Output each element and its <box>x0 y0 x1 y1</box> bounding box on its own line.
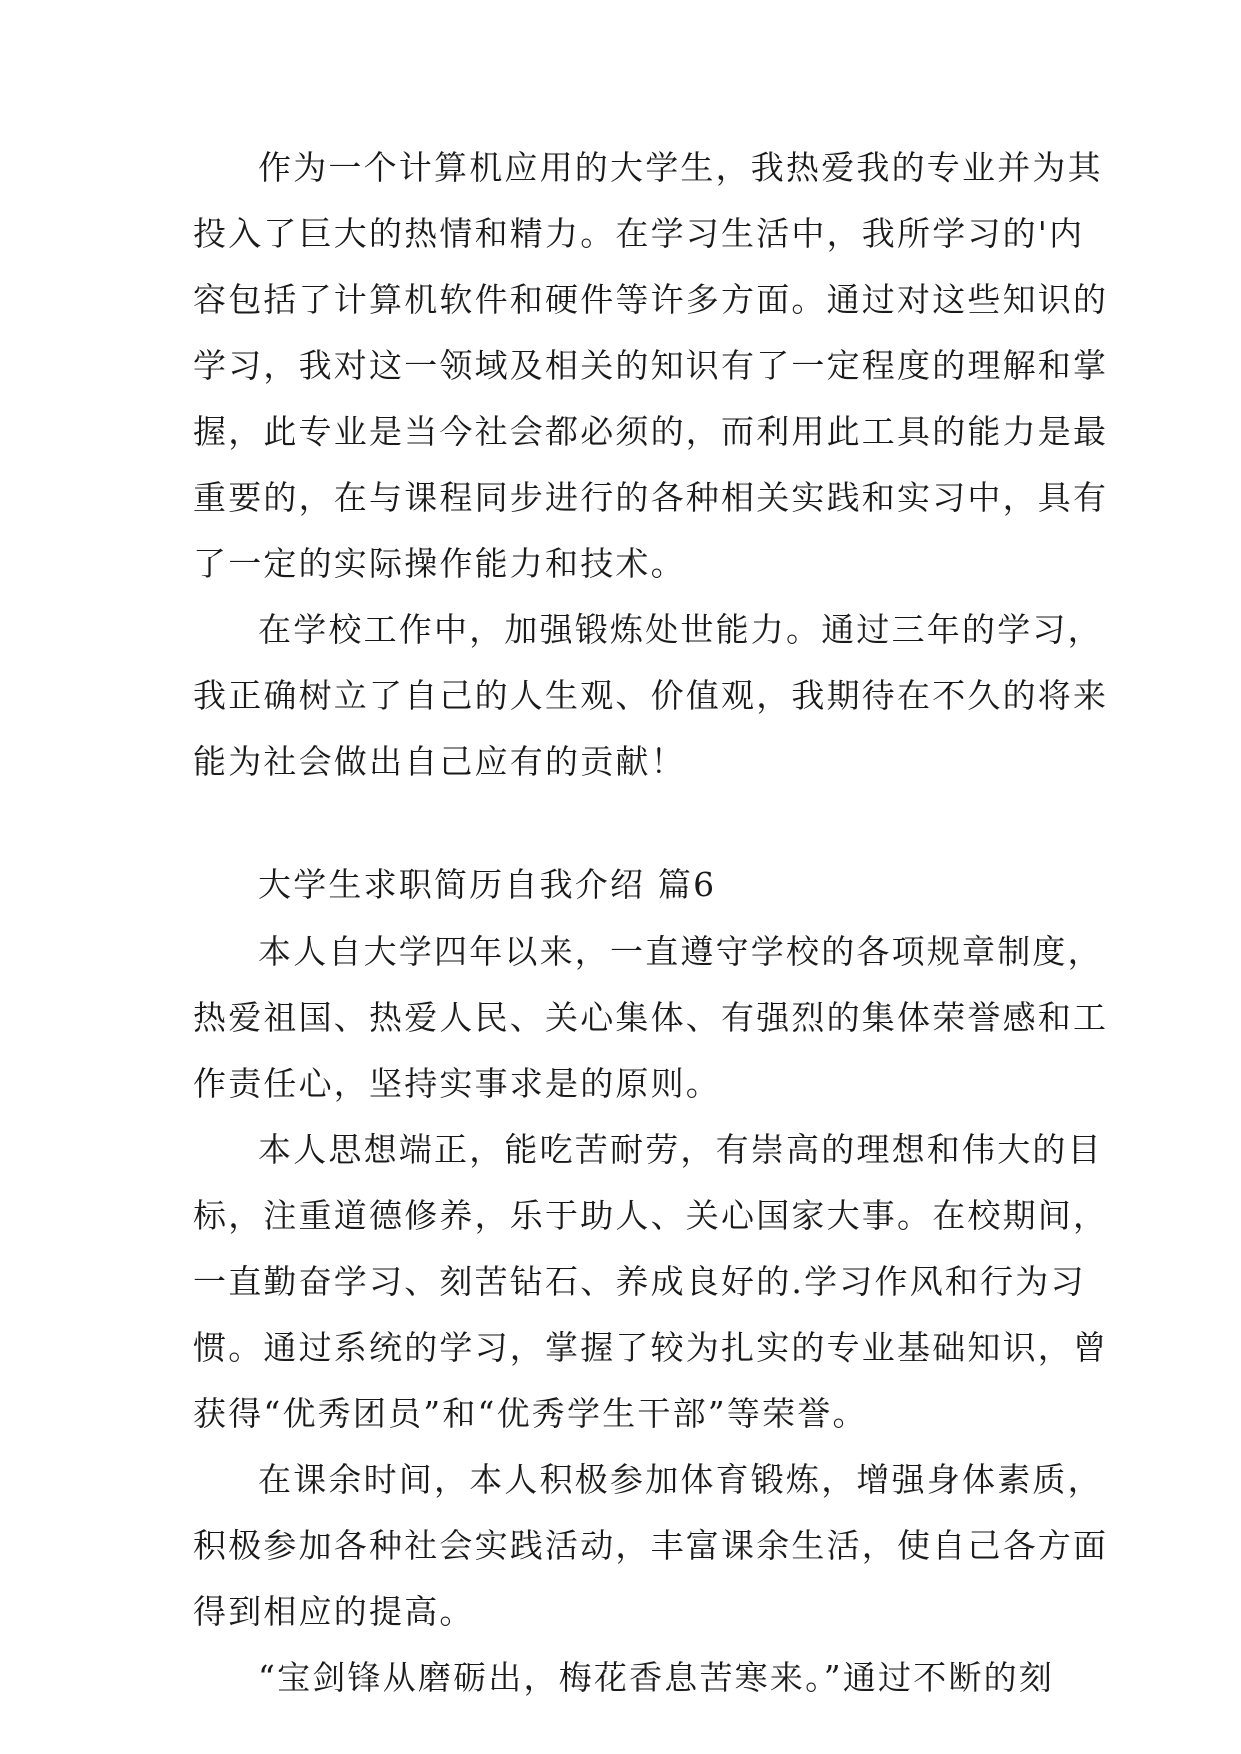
paragraph-line: 握，此专业是当今社会都必须的，而利用此工具的能力是最 <box>193 412 1109 451</box>
section-heading: 大学生求职简历自我介绍 篇6 <box>258 865 717 904</box>
paragraph-line: 了一定的实际操作能力和技术。 <box>193 544 686 583</box>
paragraph-line: 在课余时间，本人积极参加体育锻炼，增强身体素质， <box>258 1460 1103 1499</box>
paragraph-line: “宝剑锋从磨砺出，梅花香息苦寒来。”通过不断的刻 <box>258 1658 1055 1697</box>
paragraph-line: 热爱祖国、热爱人民、关心集体、有强烈的集体荣誉感和工 <box>193 998 1109 1037</box>
paragraph-line: 在学校工作中，加强锻炼处世能力。通过三年的学习， <box>258 610 1103 649</box>
paragraph-line: 容包括了计算机软件和硬件等许多方面。通过对这些知识的 <box>193 280 1109 319</box>
paragraph-line: 本人思想端正，能吃苦耐劳，有崇高的理想和伟大的目 <box>258 1130 1103 1169</box>
paragraph-line: 学习，我对这一领域及相关的知识有了一定程度的理解和掌 <box>193 346 1109 385</box>
paragraph-line: 我正确树立了自己的人生观、价值观，我期待在不久的将来 <box>193 676 1109 715</box>
paragraph-line: 重要的，在与课程同步进行的各种相关实践和实习中，具有 <box>193 478 1109 517</box>
paragraph-line: 作责任心，坚持实事求是的原则。 <box>193 1064 721 1103</box>
paragraph-line: 惯。通过系统的学习，掌握了较为扎实的专业基础知识，曾 <box>193 1328 1109 1367</box>
paragraph-line: 获得“优秀团员”和“优秀学生干部”等荣誉。 <box>193 1394 868 1433</box>
paragraph-line: 本人自大学四年以来，一直遵守学校的各项规章制度， <box>258 932 1103 971</box>
paragraph-line: 得到相应的提高。 <box>193 1592 475 1631</box>
paragraph-line: 投入了巨大的热情和精力。在学习生活中，我所学习的'内 <box>193 214 1085 253</box>
paragraph-line: 一直勤奋学习、刻苦钻石、养成良好的.学习作风和行为习 <box>193 1262 1086 1301</box>
paragraph-line: 能为社会做出自己应有的贡献！ <box>193 742 686 781</box>
paragraph-line: 标，注重道德修养，乐于助人、关心国家大事。在校期间， <box>193 1196 1109 1235</box>
paragraph-line: 作为一个计算机应用的大学生，我热爱我的专业并为其 <box>258 148 1103 187</box>
paragraph-line: 积极参加各种社会实践活动，丰富课余生活，使自己各方面 <box>193 1526 1109 1565</box>
